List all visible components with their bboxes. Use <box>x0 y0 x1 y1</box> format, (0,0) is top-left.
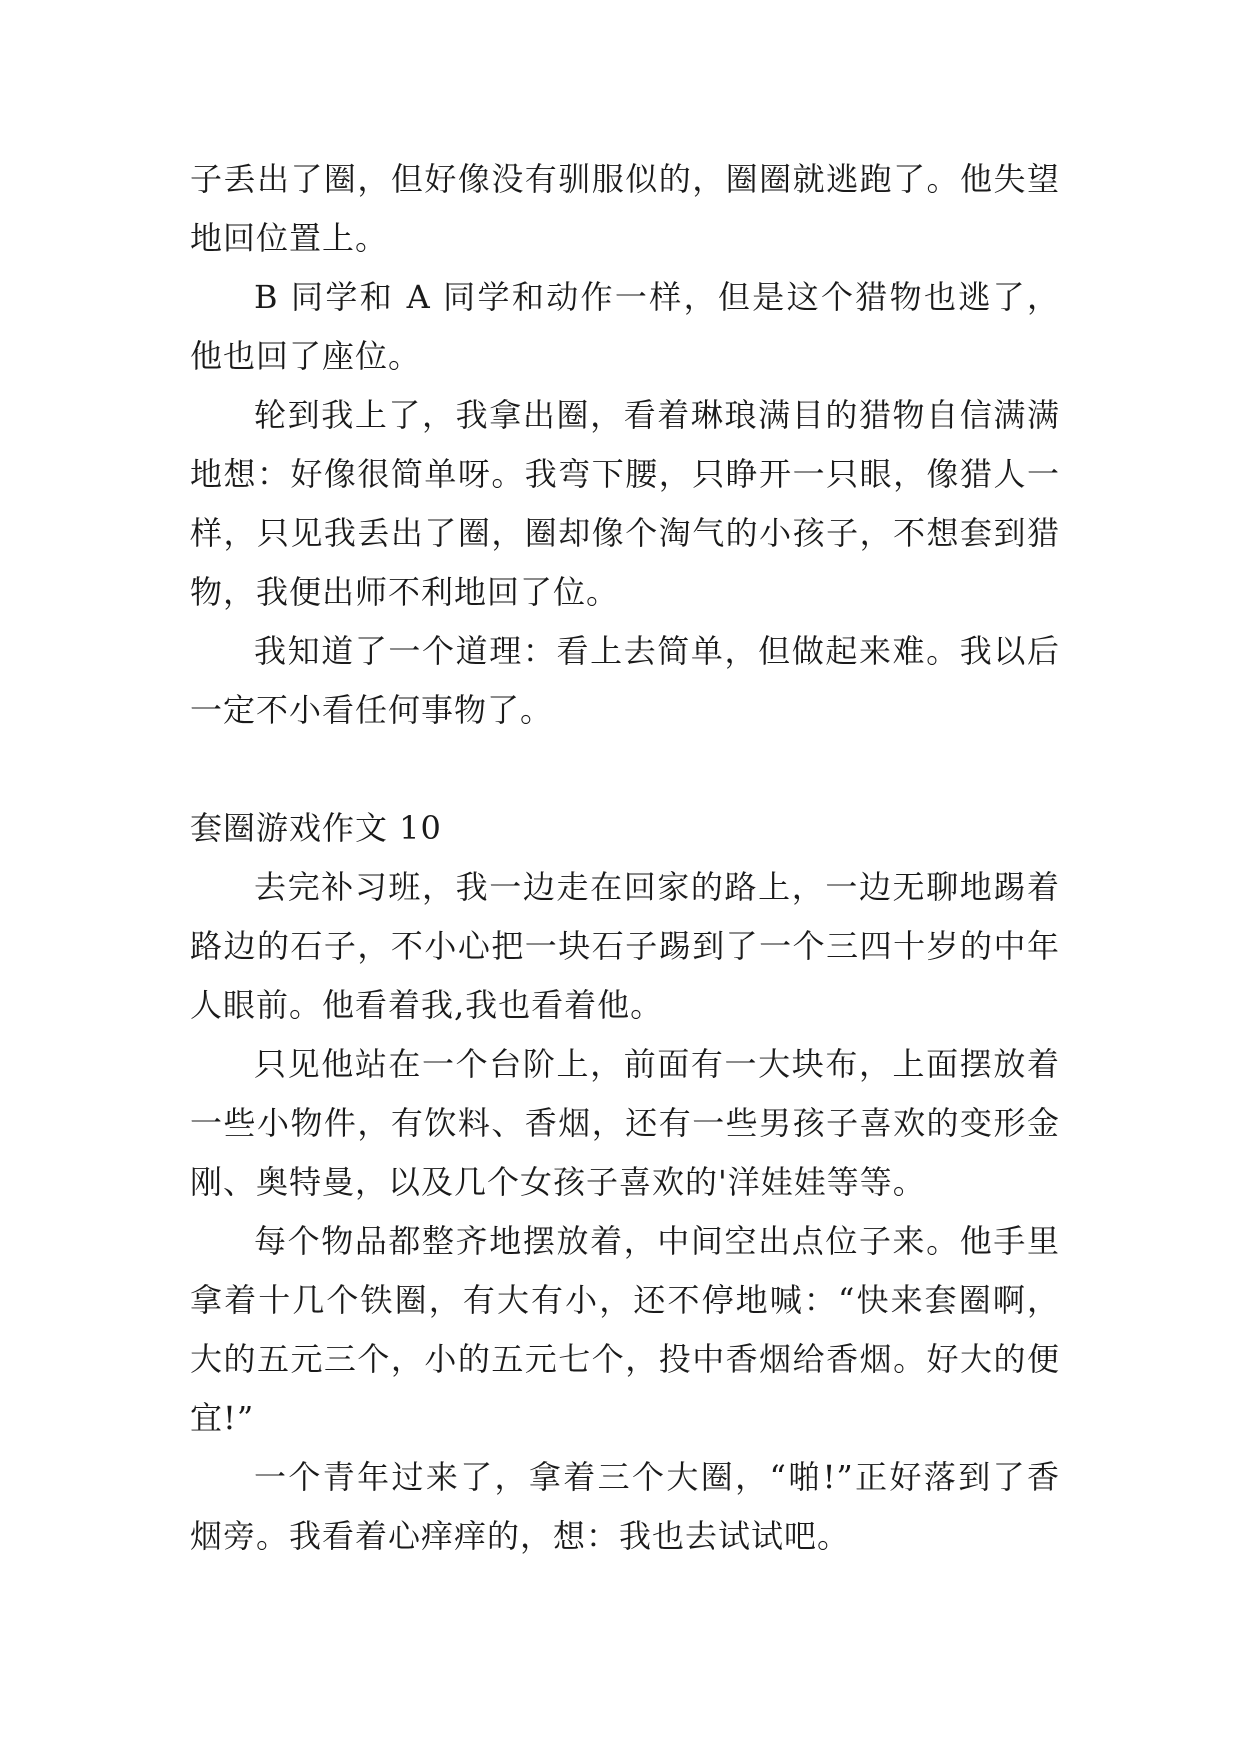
paragraph-young-man: 一个青年过来了，拿着三个大圈，“啪!”正好落到了香烟旁。我看着心痒痒的，想：我也去试试吧。 <box>190 1458 1060 1555</box>
section-gap <box>190 740 1060 799</box>
paragraph-my-turn: 轮到我上了，我拿出圈，看着琳琅满目的猎物自信满满地想：好像很简单呀。我弯下腰，只睁开一只眼，像猎人一样，只见我丢出了圈，圈却像个淘气的小孩子，不想套到猎物，我便出师不利地回了位。 <box>190 396 1060 611</box>
paragraph-continuation: 子丢出了圈，但好像没有驯服似的，圈圈就逃跑了。他失望地回位置上。 <box>190 160 1060 257</box>
essay-heading: 套圈游戏作文 10 <box>190 809 442 847</box>
paragraph-vendor: 每个物品都整齐地摆放着，中间空出点位子来。他手里拿着十几个铁圈，有大有小，还不停地喊：“快来套圈啊，大的五元三个，小的五元七个，投中香烟给香烟。好大的便宜!” <box>190 1222 1060 1437</box>
document-page <box>190 150 1060 1566</box>
paragraph-stall: 只见他站在一个台阶上，前面有一大块布，上面摆放着一些小物件，有饮料、香烟，还有一些男孩子喜欢的变形金刚、奥特曼，以及几个女孩子喜欢的'洋娃娃等等。 <box>190 1045 1060 1201</box>
paragraph-lesson: 我知道了一个道理：看上去简单，但做起来难。我以后一定不小看任何事物了。 <box>190 632 1060 729</box>
paragraph-classmate-b: B 同学和 A 同学和动作一样，但是这个猎物也逃了，他也回了座位。 <box>190 278 1060 375</box>
paragraph-after-class: 去完补习班，我一边走在回家的路上，一边无聊地踢着路边的石子，不小心把一块石子踢到了一个三四十岁的中年人眼前。他看着我,我也看着他。 <box>190 868 1060 1024</box>
